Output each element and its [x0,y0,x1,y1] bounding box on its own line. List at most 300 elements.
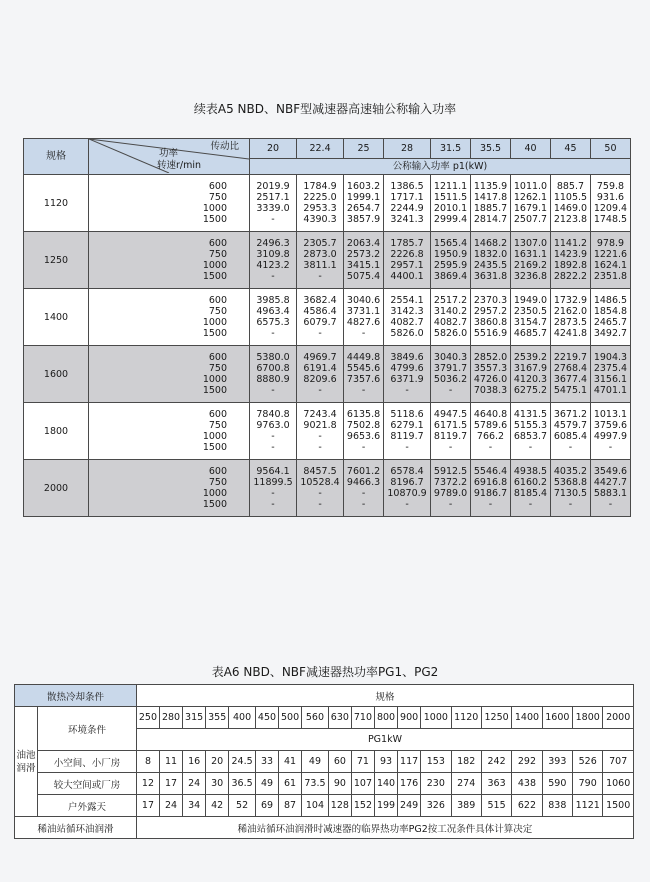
power-cell [250,460,297,517]
power-cell [297,232,344,289]
power-value: 2010.1 [433,203,468,214]
power-value: 3759.6 [593,420,628,431]
spec-size-450: 450 [255,707,278,729]
power-value: 5380.0 [256,352,290,363]
pg1-value: 90 [328,773,351,795]
power-value: - [488,442,493,453]
power-value: 6371.9 [390,374,424,385]
power-value: 5912.5 [433,466,468,477]
env-row [15,773,634,795]
power-value: 1679.1 [513,203,548,214]
power-value: - [318,499,322,510]
power-value: 2350.5 [513,306,548,317]
power-value: 5516.9 [473,328,508,339]
power-value: - [271,488,275,499]
power-value: 2957.2 [473,306,508,317]
power-value: 8119.7 [433,431,468,442]
power-value: 2496.3 [256,238,290,249]
power-value: 5826.0 [390,328,424,339]
power-value: 2019.9 [256,181,290,192]
pg1-value: 69 [255,795,278,817]
power-value: 4400.1 [390,271,424,282]
power-value: 2162.0 [553,306,588,317]
power-value: 2370.3 [473,295,508,306]
power-value: - [271,385,275,396]
power-value: 9789.0 [433,488,468,499]
pg1-value: 326 [421,795,451,817]
power-value: - [488,499,493,510]
power-cell [471,403,511,460]
pg1-value: 790 [573,773,603,795]
power-cell [590,403,630,460]
speed-value: 600 [208,295,227,306]
power-value: 931.6 [596,192,625,203]
power-cell [250,175,297,232]
power-cell [511,232,551,289]
table-a6 [14,684,634,839]
power-value: 6700.8 [256,363,290,374]
power-value: 5475.1 [553,385,588,396]
power-value: 9021.8 [303,420,337,431]
pg1-value: 622 [512,795,542,817]
size-label: 1600 [24,346,89,403]
power-value: - [448,499,453,510]
power-value: 6578.4 [390,466,424,477]
speed-list [89,175,250,232]
power-value: 2351.8 [593,271,628,282]
power-cell [431,460,471,517]
pg1-value: 389 [451,795,481,817]
power-cell [297,460,344,517]
unit-header: 公称输入功率 p1(kW) [250,159,631,175]
pg1-value: 292 [512,751,542,773]
power-value: 1468.2 [473,238,508,249]
power-value: 9763.0 [256,420,290,431]
spec-size-1250: 1250 [481,707,511,729]
power-cell [384,232,431,289]
power-cell [344,403,384,460]
power-cell [431,289,471,346]
size-spec-header: 规格 [136,685,633,707]
power-value: 1135.9 [473,181,508,192]
power-value: 2953.3 [303,203,337,214]
ratio-header-31-5: 31.5 [431,139,471,159]
power-value: 3557.3 [473,363,508,374]
power-value: 8209.6 [303,374,337,385]
pg1-value: 8 [136,751,159,773]
power-value: 2465.7 [593,317,628,328]
power-cell [471,175,511,232]
pg1-value: 274 [451,773,481,795]
speed-value: 1000 [202,260,227,271]
power-value: 4726.0 [473,374,508,385]
power-value: 3154.7 [513,317,548,328]
speed-value: 600 [208,409,227,420]
power-value: 1603.2 [346,181,381,192]
oil-bath-label: 油池润滑 [15,707,38,817]
power-value: 5883.1 [593,488,628,499]
power-cell [250,403,297,460]
power-value: - [405,442,409,453]
pg1-value: 24 [183,773,206,795]
spec-size-1800: 1800 [573,707,603,729]
power-value: 1221.6 [593,249,628,260]
power-value: - [528,499,533,510]
power-cell [250,346,297,403]
power-cell [384,346,431,403]
power-value: 3156.1 [593,374,628,385]
size-group-1400 [24,289,631,346]
pg1-value: 117 [398,751,421,773]
power-value: 1732.9 [553,295,588,306]
power-cell [431,346,471,403]
power-value: 4082.7 [433,317,468,328]
power-cell [590,232,630,289]
power-value: 3167.9 [513,363,548,374]
power-cell [590,289,630,346]
power-value: 5545.6 [346,363,381,374]
power-value: - [361,328,366,339]
power-value: 3677.4 [553,374,588,385]
size-group-1120 [24,175,631,232]
ratio-header-22-4: 22.4 [297,139,344,159]
power-value: 6279.1 [390,420,424,431]
power-value: 1423.9 [553,249,588,260]
power-cell [384,175,431,232]
power-value: 6191.4 [303,363,337,374]
power-value: 2814.7 [473,214,508,225]
power-value: 3339.0 [256,203,290,214]
size-label: 1120 [24,175,89,232]
speed-value: 1500 [202,271,227,282]
power-value: 5155.3 [513,420,548,431]
power-cell [590,175,630,232]
spec-size-710: 710 [351,707,374,729]
power-value: - [271,214,275,225]
power-value: 4799.6 [390,363,424,374]
power-cell [344,289,384,346]
speed-list [89,460,250,517]
power-cell [384,460,431,517]
power-value: - [318,442,322,453]
power-value: - [318,431,322,442]
power-value: - [361,488,366,499]
power-value: 978.9 [596,238,625,249]
speed-value: 1000 [202,317,227,328]
power-value: 2852.0 [473,352,508,363]
spec-size-1600: 1600 [542,707,572,729]
spec-size-900: 900 [398,707,421,729]
size-group-1600 [24,346,631,403]
power-value: 4241.8 [553,328,588,339]
power-value: 4997.9 [593,431,628,442]
pg1-value: 49 [255,773,278,795]
power-value: 1904.3 [593,352,628,363]
power-cell [431,232,471,289]
pg1-value: 1500 [603,795,634,817]
power-value: - [271,499,275,510]
speed-value: 1000 [202,203,227,214]
power-value: 1999.1 [346,192,381,203]
table-a5-title: 续表A5 NBD、NBF型减速器高速轴公称输入功率 [193,102,457,116]
size-group-1800 [24,403,631,460]
power-value: 1784.9 [303,181,337,192]
power-value: 5118.6 [390,409,424,420]
power-value: - [361,385,366,396]
speed-value: 1500 [202,442,227,453]
power-value: 7243.4 [303,409,337,420]
power-value: 7502.8 [346,420,381,431]
power-value: 1832.0 [473,249,508,260]
power-value: 2873.0 [303,249,337,260]
pg1-value: 526 [573,751,603,773]
power-value: 5075.4 [346,271,381,282]
power-value: - [568,442,573,453]
power-value: 6079.7 [303,317,337,328]
power-value: 8196.7 [390,477,424,488]
speed-value: 1500 [202,499,227,510]
cooling-header: 散热冷却条件 [15,685,137,707]
power-value: - [361,442,366,453]
size-label: 1400 [24,289,89,346]
power-value: 8185.4 [513,488,548,499]
pg1-value: 590 [542,773,572,795]
pg1-value: 12 [136,773,159,795]
power-value: 3140.2 [433,306,468,317]
power-value: 1631.1 [513,249,548,260]
power-value: 8119.7 [390,431,424,442]
power-cell [550,460,590,517]
power-value: 1307.0 [513,238,548,249]
diagonal-header [89,139,250,175]
power-value: 1785.7 [390,238,424,249]
spec-size-560: 560 [302,707,329,729]
ratio-header-25: 25 [344,139,384,159]
power-cell [344,175,384,232]
speed-value: 750 [208,363,227,374]
power-value: 4082.7 [390,317,424,328]
spec-size-630: 630 [328,707,351,729]
power-value: 2507.7 [513,214,548,225]
spec-size-250: 250 [136,707,159,729]
pg1-value: 1060 [603,773,634,795]
pg1-value: 140 [374,773,397,795]
power-value: 9653.6 [346,431,381,442]
power-cell [297,346,344,403]
power-value: 766.2 [476,431,505,442]
speed-list [89,346,250,403]
power-value: - [568,499,573,510]
power-value: 5036.2 [433,374,468,385]
spec-size-315: 315 [183,707,206,729]
power-value: 6916.8 [473,477,508,488]
speed-value: 750 [208,249,227,260]
ratio-label: 传动比 [210,141,239,152]
power-value: 7372.2 [433,477,468,488]
speed-value: 1000 [202,431,227,442]
pg1-value: 33 [255,751,278,773]
power-value: 6171.5 [433,420,468,431]
size-label: 2000 [24,460,89,517]
power-value: 4586.4 [303,306,337,317]
power-label: 功率 [159,148,179,159]
power-value: - [528,442,533,453]
power-value: 1013.1 [593,409,628,420]
power-value: 4947.5 [433,409,468,420]
power-value: 2654.7 [346,203,381,214]
power-value: 4120.3 [513,374,548,385]
power-cell [550,346,590,403]
power-cell [550,403,590,460]
power-value: - [271,328,275,339]
pg1-value: 52 [229,795,256,817]
power-cell [297,289,344,346]
power-value: 2999.4 [433,214,468,225]
power-value: 5826.0 [433,328,468,339]
power-value: 1748.5 [593,214,628,225]
power-value: 1469.0 [553,203,588,214]
pg1-value: 1121 [573,795,603,817]
power-cell [471,346,511,403]
power-value: 10870.9 [387,488,427,499]
speed-value: 1000 [202,488,227,499]
pg1-value: 230 [421,773,451,795]
env-header: 环境条件 [38,707,137,751]
power-value: 2375.4 [593,363,628,374]
power-value: 4427.7 [593,477,628,488]
speed-label: 转速r/min [157,160,202,171]
power-value: 2873.5 [553,317,588,328]
pg1-unit: PG1kW [136,729,633,751]
power-cell [511,403,551,460]
pg1-value: 11 [160,751,183,773]
power-value: 2768.4 [553,363,588,374]
pg1-value: 71 [351,751,374,773]
power-value: 3040.3 [433,352,468,363]
speed-list [89,289,250,346]
power-value: 6853.7 [513,431,548,442]
speed-value: 750 [208,192,227,203]
ratio-header-28: 28 [384,139,431,159]
pg1-value: 87 [279,795,302,817]
power-value: 2305.7 [303,238,337,249]
power-value: 1565.4 [433,238,468,249]
ratio-header-40: 40 [511,139,551,159]
power-value: 3731.1 [346,306,381,317]
env-row [15,795,634,817]
power-value: 4131.5 [513,409,548,420]
pg1-value: 182 [451,751,481,773]
power-value: 1892.8 [553,260,588,271]
power-value: 4640.8 [473,409,508,420]
power-value: - [448,385,453,396]
pg1-value: 707 [603,751,634,773]
power-value: 3849.6 [390,352,424,363]
pg1-value: 17 [136,795,159,817]
power-value: 4685.7 [513,328,548,339]
power-value: 5789.6 [473,420,508,431]
env-label: 户外露天 [38,795,137,817]
power-value: 4449.8 [346,352,381,363]
power-value: 4579.7 [553,420,588,431]
power-value: 1717.1 [390,192,424,203]
power-value: 3492.7 [593,328,628,339]
spec-size-1000: 1000 [421,707,451,729]
circulation-row [15,817,634,839]
power-value: 2169.2 [513,260,548,271]
power-value: 1624.1 [593,260,628,271]
speed-value: 750 [208,477,227,488]
power-cell [511,346,551,403]
power-value: 6275.2 [513,385,548,396]
power-cell [344,232,384,289]
power-value: 1105.5 [553,192,588,203]
power-value: 5368.8 [553,477,588,488]
power-value: - [271,271,275,282]
power-value: 4827.6 [346,317,381,328]
speed-value: 600 [208,466,227,477]
circulation-label: 稀油站循环油润滑 [15,817,137,839]
power-value: 2517.2 [433,295,468,306]
power-value: 1209.4 [593,203,628,214]
pg1-value: 515 [481,795,511,817]
power-cell [384,289,431,346]
power-cell [471,460,511,517]
power-value: 8457.5 [303,466,337,477]
pg1-value: 17 [160,773,183,795]
power-value: 1141.2 [553,238,588,249]
power-cell [297,403,344,460]
power-value: 1486.5 [593,295,628,306]
power-value: 2517.1 [256,192,290,203]
pg1-value: 73.5 [302,773,329,795]
power-value: - [448,442,453,453]
ratio-header-35-5: 35.5 [471,139,511,159]
circulation-note: 稀油站循环油润滑时减速器的临界热功率PG2按工况条件具体计算决定 [136,817,633,839]
spec-size-400: 400 [229,707,256,729]
power-value: - [608,499,613,510]
power-value: 9186.7 [473,488,508,499]
speed-value: 1000 [202,374,227,385]
power-value: 2226.8 [390,249,424,260]
power-value: 7130.5 [553,488,588,499]
power-value: 1950.9 [433,249,468,260]
power-value: 1511.5 [433,192,468,203]
spec-size-1400: 1400 [512,707,542,729]
power-value: 3549.6 [593,466,628,477]
power-value: 3415.1 [346,260,381,271]
power-value: 7840.8 [256,409,290,420]
power-value: - [405,385,409,396]
speed-value: 1500 [202,328,227,339]
power-value: 1011.0 [513,181,548,192]
power-value: - [271,442,275,453]
power-value: 6135.8 [346,409,381,420]
pg1-value: 93 [374,751,397,773]
power-value: 1417.8 [473,192,508,203]
env-label: 小空间、小厂房 [38,751,137,773]
speed-value: 1500 [202,214,227,225]
power-value: - [361,499,366,510]
power-value: 3671.2 [553,409,588,420]
power-value: 3869.4 [433,271,468,282]
pg1-value: 153 [421,751,451,773]
power-value: 6085.4 [553,431,588,442]
power-value: - [318,488,322,499]
power-value: 3631.8 [473,271,508,282]
pg1-value: 838 [542,795,572,817]
power-cell [250,232,297,289]
